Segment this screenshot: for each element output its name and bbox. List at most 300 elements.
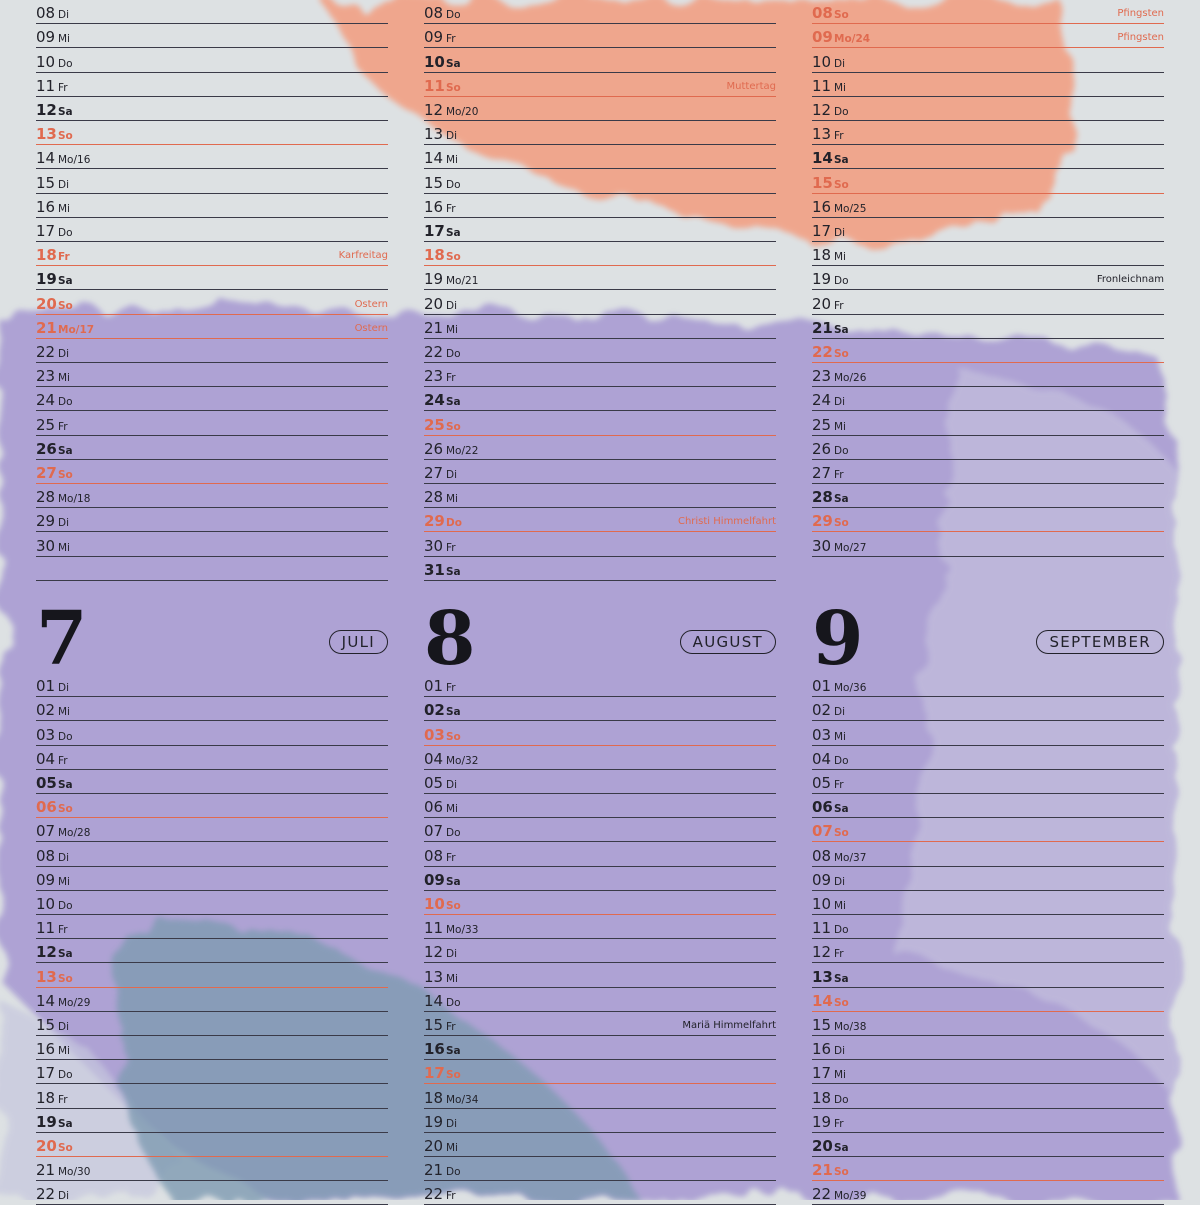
day-row <box>812 721 1164 745</box>
day-row <box>424 1157 776 1181</box>
weekday-label: So <box>834 996 849 1009</box>
weekday-label: Do <box>58 730 73 743</box>
day-row <box>36 315 388 339</box>
day-row <box>36 0 388 24</box>
weekday-label: Di <box>446 130 458 143</box>
day-number: 22 <box>424 342 444 361</box>
day-number: 18 <box>424 1088 444 1107</box>
day-row <box>424 266 776 290</box>
day-row <box>812 1084 1164 1108</box>
weekday-label: Mo/27 <box>834 541 867 554</box>
holiday-label: Mariä Himmelfahrt <box>682 1019 776 1031</box>
month-column <box>812 596 1164 1204</box>
weekday-label: Mo/32 <box>446 754 479 767</box>
day-row <box>424 460 776 484</box>
day-row <box>36 939 388 963</box>
weekday-label: Di <box>58 1190 70 1203</box>
weekday-label: Mo/39 <box>834 1190 867 1203</box>
day-number: 24 <box>36 391 56 410</box>
weekday-label: Fr <box>834 948 844 961</box>
day-number: 01 <box>36 677 56 696</box>
day-row <box>424 194 776 218</box>
day-row <box>812 891 1164 915</box>
weekday-label: Do <box>446 347 461 360</box>
day-number: 23 <box>36 367 56 386</box>
month-number: 8 <box>424 596 476 682</box>
weekday-label: Mo/38 <box>834 1020 867 1033</box>
day-row <box>424 290 776 314</box>
day-number: 07 <box>812 822 833 841</box>
day-number: 21 <box>36 318 57 337</box>
weekday-label: Mi <box>834 1069 846 1082</box>
weekday-label: Sa <box>58 275 73 288</box>
day-row <box>812 1157 1164 1181</box>
weekday-label: Mo/20 <box>446 105 479 118</box>
weekday-label: Fr <box>58 924 68 937</box>
weekday-label: Sa <box>58 778 73 791</box>
day-row <box>36 673 388 697</box>
day-number: 19 <box>36 1112 57 1131</box>
weekday-label: So <box>446 420 461 433</box>
month-number: 9 <box>812 596 864 682</box>
day-row <box>812 194 1164 218</box>
weekday-label: Fr <box>58 1093 68 1106</box>
day-row <box>36 363 388 387</box>
day-number: 16 <box>812 197 832 216</box>
day-number: 25 <box>36 415 56 434</box>
weekday-label: So <box>834 347 849 360</box>
day-number: 19 <box>424 1112 444 1131</box>
day-row <box>424 557 776 581</box>
weekday-label: Fr <box>446 33 456 46</box>
day-number: 10 <box>36 52 56 71</box>
day-number: 20 <box>424 294 444 313</box>
weekday-label: Do <box>446 517 462 530</box>
day-number: 30 <box>36 536 56 555</box>
weekday-label: Mo/18 <box>58 493 91 506</box>
day-number: 09 <box>424 28 444 47</box>
weekday-label: Mi <box>58 706 70 719</box>
day-row <box>36 169 388 193</box>
day-number: 22 <box>424 1185 444 1204</box>
day-row <box>424 97 776 121</box>
month-column-top <box>812 0 1164 590</box>
day-row <box>812 363 1164 387</box>
day-number: 15 <box>424 173 444 192</box>
day-row <box>812 532 1164 556</box>
day-row <box>36 1109 388 1133</box>
day-number: 29 <box>36 512 56 531</box>
weekday-label: Sa <box>58 1117 73 1130</box>
weekday-label: So <box>834 1166 849 1179</box>
weekday-label: Do <box>834 105 849 118</box>
weekday-label: Fr <box>834 299 844 312</box>
day-number: 23 <box>812 367 832 386</box>
weekday-label: Mi <box>446 323 458 336</box>
day-row <box>812 508 1164 532</box>
weekday-label: Di <box>58 178 70 191</box>
weekday-label: Di <box>834 1045 846 1058</box>
day-number: 03 <box>36 725 56 744</box>
day-number: 20 <box>812 294 832 313</box>
day-row <box>424 73 776 97</box>
weekday-label: So <box>58 972 73 985</box>
day-row <box>36 915 388 939</box>
weekday-label: Do <box>446 827 461 840</box>
day-number: 27 <box>424 463 444 482</box>
day-row <box>36 387 388 411</box>
day-number: 18 <box>36 246 57 265</box>
day-row <box>424 484 776 508</box>
day-number: 09 <box>36 28 56 47</box>
day-number: 17 <box>424 221 445 240</box>
day-number: 29 <box>424 512 445 531</box>
day-number: 21 <box>424 1161 444 1180</box>
weekday-label: Sa <box>834 323 849 336</box>
weekday-label: Di <box>446 1117 458 1130</box>
weekday-label: Sa <box>58 948 73 961</box>
weekday-label: Di <box>58 851 70 864</box>
day-row <box>812 145 1164 169</box>
month-name-badge: SEPTEMBER <box>1036 630 1164 654</box>
day-number: 07 <box>424 822 444 841</box>
weekday-label: Mo/36 <box>834 682 867 695</box>
weekday-label: Sa <box>58 105 73 118</box>
holiday-label: Ostern <box>354 298 388 310</box>
weekday-label: Mi <box>58 372 70 385</box>
weekday-label: Di <box>446 948 458 961</box>
day-row <box>812 73 1164 97</box>
weekday-label: So <box>446 1069 461 1082</box>
weekday-label: Fr <box>834 130 844 143</box>
day-row <box>36 1036 388 1060</box>
day-number: 30 <box>812 536 832 555</box>
day-number: 05 <box>36 773 57 792</box>
day-row <box>36 1060 388 1084</box>
day-row <box>812 1133 1164 1157</box>
day-row <box>812 48 1164 72</box>
weekday-label: Mo/30 <box>58 1166 91 1179</box>
day-row <box>36 436 388 460</box>
day-number: 29 <box>812 512 833 531</box>
day-row <box>36 508 388 532</box>
day-number: 08 <box>36 4 56 23</box>
day-number: 10 <box>812 52 832 71</box>
weekday-label: Fr <box>446 1020 456 1033</box>
weekday-label: Mi <box>58 541 70 554</box>
day-number: 09 <box>424 870 445 889</box>
day-number: 13 <box>424 125 444 144</box>
day-number: 04 <box>812 749 832 768</box>
month-name-badge: JULI <box>329 630 388 654</box>
day-number: 24 <box>424 391 445 410</box>
day-row <box>36 1133 388 1157</box>
day-number: 17 <box>36 1064 56 1083</box>
day-number: 10 <box>424 894 445 913</box>
day-number: 22 <box>36 342 56 361</box>
day-number: 18 <box>36 1088 56 1107</box>
day-number: 16 <box>36 1040 56 1059</box>
day-row <box>424 24 776 48</box>
weekday-label: Do <box>446 178 461 191</box>
day-number: 11 <box>36 919 56 938</box>
holiday-label: Fronleichnam <box>1096 274 1164 286</box>
day-number: 15 <box>424 1015 444 1034</box>
weekday-label: Mi <box>834 899 846 912</box>
day-number: 22 <box>812 342 833 361</box>
weekday-label: Mi <box>58 33 70 46</box>
day-number: 26 <box>812 439 832 458</box>
weekday-label: Fr <box>834 468 844 481</box>
day-row <box>424 48 776 72</box>
weekday-label: Sa <box>834 972 849 985</box>
weekday-label: Fr <box>446 202 456 215</box>
day-row <box>424 242 776 266</box>
day-number: 25 <box>812 415 832 434</box>
day-number: 02 <box>812 701 832 720</box>
day-row <box>812 484 1164 508</box>
day-number: 12 <box>812 100 832 119</box>
day-row <box>424 818 776 842</box>
day-row <box>812 1036 1164 1060</box>
weekday-label: Mo/22 <box>446 444 479 457</box>
weekday-label: So <box>834 178 849 191</box>
day-number: 15 <box>812 173 833 192</box>
weekday-label: Di <box>834 57 846 70</box>
day-number: 22 <box>812 1185 832 1204</box>
weekday-label: Mo/25 <box>834 202 867 215</box>
weekday-label: Di <box>446 468 458 481</box>
holiday-label: Ostern <box>354 322 388 334</box>
day-number: 16 <box>812 1040 832 1059</box>
day-number: 03 <box>812 725 832 744</box>
day-number: 25 <box>424 415 445 434</box>
day-number: 20 <box>812 1136 833 1155</box>
day-row <box>424 963 776 987</box>
day-number: 16 <box>36 197 56 216</box>
day-number: 27 <box>36 463 57 482</box>
weekday-label: So <box>58 130 73 143</box>
weekday-label: Do <box>834 444 849 457</box>
weekday-label: Mo/33 <box>446 924 479 937</box>
day-number: 02 <box>424 701 445 720</box>
day-row <box>424 121 776 145</box>
day-number: 02 <box>36 701 56 720</box>
day-number: 21 <box>812 1161 833 1180</box>
weekday-label: Di <box>446 299 458 312</box>
day-number: 30 <box>424 536 444 555</box>
day-number: 21 <box>36 1161 56 1180</box>
day-number: 16 <box>424 1040 445 1059</box>
weekday-label: Do <box>446 996 461 1009</box>
day-number: 31 <box>424 560 445 579</box>
day-number: 19 <box>812 1112 832 1131</box>
day-row <box>812 697 1164 721</box>
day-row <box>812 387 1164 411</box>
day-row <box>36 867 388 891</box>
day-row <box>424 770 776 794</box>
day-number: 19 <box>812 270 832 289</box>
day-number: 17 <box>424 1064 445 1083</box>
day-row <box>812 842 1164 866</box>
weekday-label: Do <box>834 275 849 288</box>
day-number: 09 <box>812 28 833 47</box>
day-number: 10 <box>812 894 832 913</box>
day-number: 13 <box>424 967 444 986</box>
weekday-label: So <box>58 299 73 312</box>
day-number: 08 <box>812 4 833 23</box>
weekday-label: Do <box>834 924 849 937</box>
day-row <box>424 218 776 242</box>
day-row <box>424 867 776 891</box>
weekday-label: Fr <box>446 372 456 385</box>
day-row <box>36 721 388 745</box>
day-row <box>36 460 388 484</box>
month-column <box>36 596 388 1204</box>
day-row <box>424 169 776 193</box>
weekday-label: Mi <box>834 251 846 264</box>
weekday-label: Mo/28 <box>58 827 91 840</box>
day-row <box>812 242 1164 266</box>
weekday-label: Mi <box>446 803 458 816</box>
day-number: 14 <box>812 991 833 1010</box>
day-number: 12 <box>36 943 57 962</box>
weekday-label: Di <box>58 682 70 695</box>
day-row <box>36 24 388 48</box>
day-number: 11 <box>36 76 56 95</box>
weekday-label: So <box>446 251 461 264</box>
day-row <box>424 0 776 24</box>
weekday-label: Mo/21 <box>446 275 479 288</box>
day-number: 13 <box>812 967 833 986</box>
weekday-label: Do <box>58 57 73 70</box>
day-row <box>424 1084 776 1108</box>
day-number: 17 <box>812 1064 832 1083</box>
day-number: 26 <box>424 439 444 458</box>
day-number: 12 <box>424 100 444 119</box>
day-number: 08 <box>812 846 832 865</box>
weekday-label: Mi <box>58 1045 70 1058</box>
weekday-label: Fr <box>58 81 68 94</box>
day-row <box>812 436 1164 460</box>
month-column-top <box>36 0 388 590</box>
day-number: 13 <box>812 125 832 144</box>
day-row <box>424 939 776 963</box>
day-number: 19 <box>36 270 57 289</box>
weekday-label: Fr <box>446 541 456 554</box>
weekday-label: Mo/34 <box>446 1093 479 1106</box>
day-number: 13 <box>36 967 57 986</box>
weekday-label: Fr <box>446 851 456 864</box>
weekday-label: Fr <box>58 754 68 767</box>
day-row <box>36 339 388 363</box>
day-row <box>424 988 776 1012</box>
weekday-label: Mo/16 <box>58 154 91 167</box>
month-number: 7 <box>36 596 88 682</box>
weekday-label: Sa <box>834 803 849 816</box>
day-number: 01 <box>812 677 832 696</box>
day-row <box>812 315 1164 339</box>
weekday-label: Sa <box>58 444 73 457</box>
day-number: 16 <box>424 197 444 216</box>
weekday-label: Mo/24 <box>834 33 871 46</box>
day-number: 20 <box>36 1136 57 1155</box>
weekday-label: Sa <box>446 396 461 409</box>
weekday-label: Mi <box>446 154 458 167</box>
day-row <box>36 411 388 435</box>
weekday-label: Sa <box>446 57 461 70</box>
weekday-label: Mi <box>834 730 846 743</box>
weekday-label: Di <box>834 396 846 409</box>
holiday-label: Karfreitag <box>338 250 388 262</box>
day-row <box>424 411 776 435</box>
weekday-label: Di <box>446 778 458 791</box>
day-number: 23 <box>424 367 444 386</box>
day-row <box>812 673 1164 697</box>
day-row <box>36 121 388 145</box>
weekday-label: So <box>58 1141 73 1154</box>
day-number: 18 <box>812 1088 832 1107</box>
day-row <box>424 1181 776 1205</box>
weekday-label: Sa <box>834 154 849 167</box>
day-row <box>812 939 1164 963</box>
weekday-label: Mi <box>834 420 846 433</box>
weekday-label: Do <box>58 226 73 239</box>
day-number: 15 <box>812 1015 832 1034</box>
weekday-label: Do <box>446 1166 461 1179</box>
weekday-label: Mo/26 <box>834 372 867 385</box>
day-number: 28 <box>424 488 444 507</box>
weekday-label: So <box>446 81 461 94</box>
day-row <box>812 460 1164 484</box>
day-row <box>812 121 1164 145</box>
day-row <box>424 1012 776 1036</box>
day-number: 22 <box>36 1185 56 1204</box>
day-row <box>424 673 776 697</box>
weekday-label: Mi <box>446 1141 458 1154</box>
day-number: 04 <box>424 749 444 768</box>
weekday-label: Do <box>58 899 73 912</box>
day-row <box>36 484 388 508</box>
day-number: 21 <box>424 318 444 337</box>
day-row <box>812 1109 1164 1133</box>
weekday-label: Di <box>58 9 70 22</box>
day-row <box>36 1084 388 1108</box>
day-row <box>36 794 388 818</box>
weekday-label: Di <box>834 875 846 888</box>
weekday-label: Di <box>58 1020 70 1033</box>
weekday-label: Do <box>446 9 461 22</box>
day-row <box>36 1012 388 1036</box>
holiday-label: Pfingsten <box>1117 8 1164 20</box>
day-number: 18 <box>812 246 832 265</box>
weekday-label: Fr <box>58 251 70 264</box>
day-row <box>424 315 776 339</box>
day-row <box>36 97 388 121</box>
weekday-label: Do <box>58 1069 73 1082</box>
day-row <box>424 363 776 387</box>
weekday-label: Mi <box>58 875 70 888</box>
day-number: 20 <box>424 1136 444 1155</box>
day-row <box>812 963 1164 987</box>
day-row <box>812 218 1164 242</box>
day-row <box>424 508 776 532</box>
weekday-label: Do <box>834 1093 849 1106</box>
day-number: 15 <box>36 1015 56 1034</box>
day-row <box>812 411 1164 435</box>
day-row <box>424 842 776 866</box>
day-number: 10 <box>424 52 445 71</box>
